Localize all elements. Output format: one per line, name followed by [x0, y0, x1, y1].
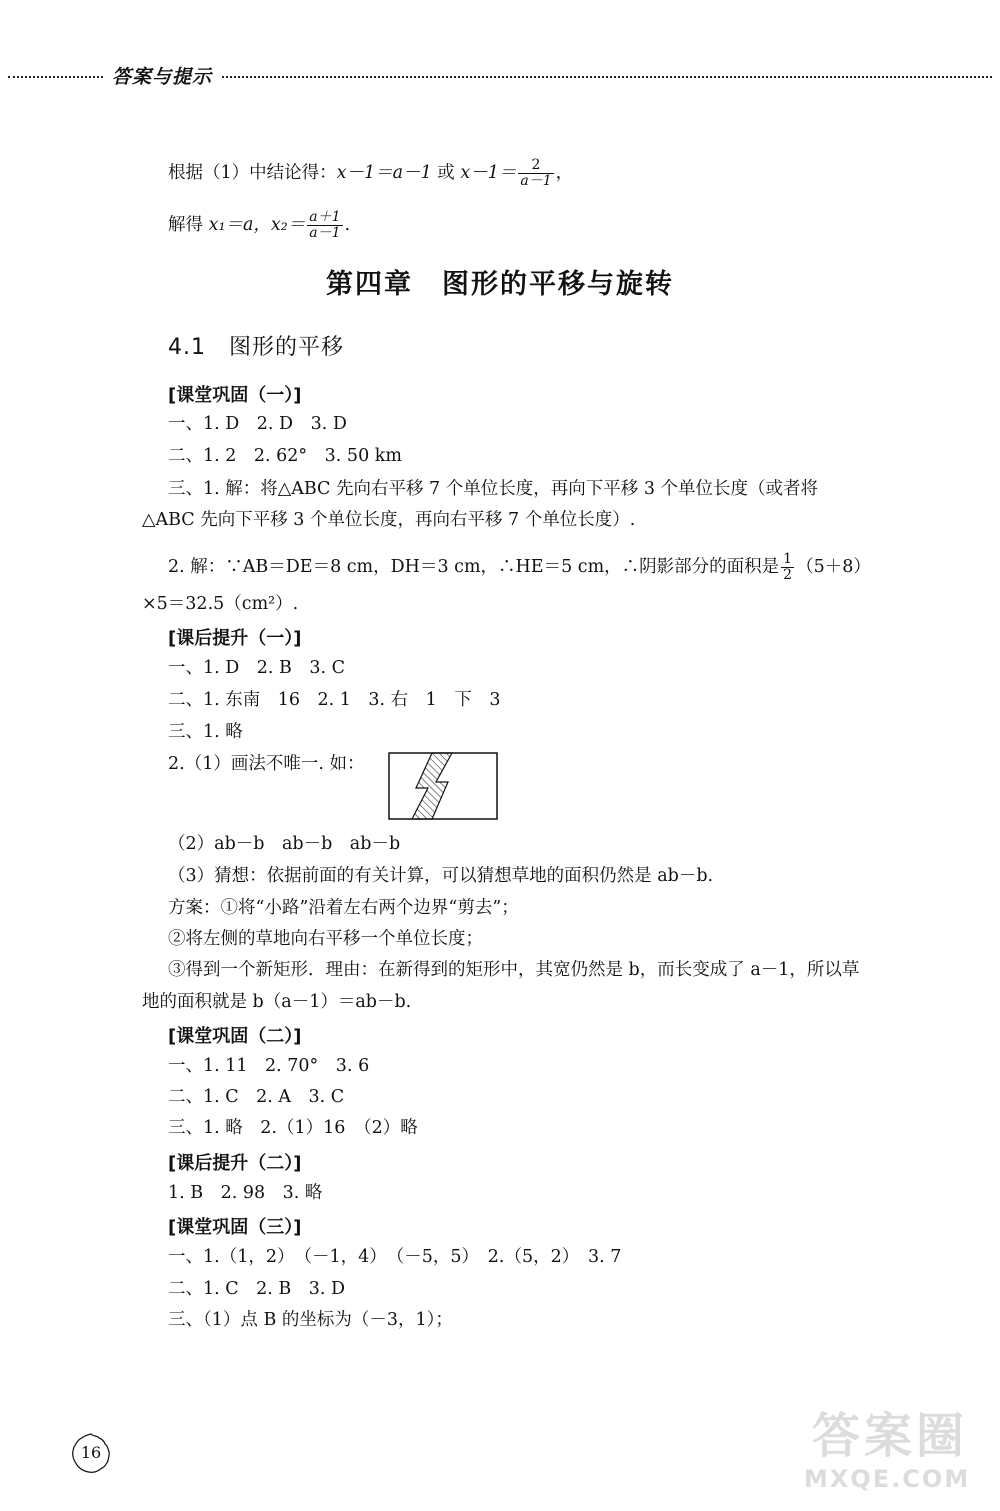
fraction-numerator: 2: [518, 158, 553, 174]
punctuation: ，: [555, 163, 574, 183]
chapter-title: 第四章 图形的平移与旋转: [326, 269, 674, 300]
header-title: 答案与提示: [112, 66, 213, 88]
watermark-text-bottom: MXQE.COM: [804, 1465, 971, 1493]
fraction: [307, 210, 342, 241]
watermark-logo: [792, 1389, 982, 1499]
punctuation: .: [344, 215, 351, 235]
answer-line: 一、1.（1，2） （－1，4） （－5，5） 2.（5，2） 3. 7: [168, 1247, 622, 1267]
intro-line-1: [168, 158, 573, 189]
answer-line: ②将左侧的草地向右平移一个单位长度；: [168, 929, 483, 949]
answer-line: 一、1. D 2. D 3. D: [168, 414, 347, 434]
answer-line: 1. B 2. 98 3. 略: [168, 1183, 323, 1203]
lawn-path-figure: [388, 752, 498, 820]
page-number: 16: [80, 1443, 102, 1462]
answer-line: （2）ab－b ab－b ab－b: [168, 834, 401, 854]
block-heading: [课堂巩固（三）]: [168, 1217, 302, 1238]
answer-line: 二、1. C 2. B 3. D: [168, 1279, 346, 1299]
rectangle-with-shaded-path: [388, 752, 498, 820]
intro-text: 根据（1）中结论得：: [168, 163, 337, 183]
equation: x－1＝a－1: [336, 163, 432, 183]
answer-line: 二、1. C 2. A 3. C: [168, 1087, 345, 1107]
fraction-denominator: a－1: [520, 173, 552, 189]
equation: x－1＝: [460, 163, 517, 183]
fraction-denominator: a－1: [309, 225, 341, 241]
answer-text: （5＋8）: [796, 557, 871, 577]
block-heading: [课后提升（一）]: [168, 628, 302, 649]
page-number-badge: [70, 1432, 112, 1474]
fraction-numerator: a＋1: [309, 209, 341, 225]
block-heading: [课堂巩固（二）]: [168, 1026, 302, 1047]
fraction: [781, 552, 794, 583]
page-header: [0, 62, 1000, 86]
intro-line-2: [168, 210, 350, 241]
answer-line: 一、1. D 2. B 3. C: [168, 658, 346, 678]
answer-line: 二、1. 东南 16 2. 1 3. 右 1 下 3: [168, 690, 501, 710]
answer-line: （3）猜想：依据前面的有关计算，可以猜想草地的面积仍然是 ab－b.: [168, 866, 714, 886]
header-dotted-rule-left: [8, 76, 103, 78]
intro-text: 解得: [168, 215, 209, 235]
watermark-text-top: 答案圈: [812, 1408, 969, 1464]
fraction-numerator: 1: [783, 551, 793, 567]
header-dotted-rule-right: [222, 76, 992, 78]
answer-line: 一、1. 11 2. 70° 3. 6: [168, 1056, 370, 1076]
section-title: 4.1 图形的平移: [168, 335, 344, 360]
answer-line: 方案：①将“小路”沿着左右两个边界“剪去”；: [168, 898, 519, 918]
equation: x₁＝a，x₂＝: [208, 215, 306, 235]
answer-line: 三、1. 解：将△ABC 先向右平移 7 个单位长度，再向下平移 3 个单位长度（或者将: [168, 479, 819, 499]
answer-line: △ABC 先向下平移 3 个单位长度，再向右平移 7 个单位长度）.: [142, 510, 636, 530]
fraction: [518, 158, 553, 189]
answer-line: ×5＝32.5（cm²）.: [142, 594, 299, 614]
block-heading: [课堂巩固（一）]: [168, 385, 302, 406]
answer-line: 2.（1）画法不唯一. 如：: [168, 754, 365, 774]
answer-line: 二、1. 2 2. 62° 3. 50 km: [168, 446, 402, 466]
answer-line: 地的面积就是 b（a－1）＝ab－b.: [142, 992, 412, 1012]
answer-line: 三、（1）点 B 的坐标为（－3，1）；: [168, 1310, 453, 1330]
intro-text: 或: [431, 163, 461, 183]
answer-line: 三、1. 略: [168, 722, 243, 742]
answer-line: [168, 552, 871, 583]
answer-line: 三、1. 略 2.（1）16 （2）略: [168, 1118, 418, 1138]
answer-line: ③得到一个新矩形．理由：在新得到的矩形中，其宽仍然是 b，而长变成了 a－1，所以草: [168, 960, 860, 980]
block-heading: [课后提升（二）]: [168, 1153, 302, 1174]
fraction-denominator: 2: [783, 567, 793, 583]
answer-text: 2. 解：∵AB＝DE＝8 cm，DH＝3 cm，∴HE＝5 cm，∴阴影部分的面积是: [168, 557, 780, 577]
